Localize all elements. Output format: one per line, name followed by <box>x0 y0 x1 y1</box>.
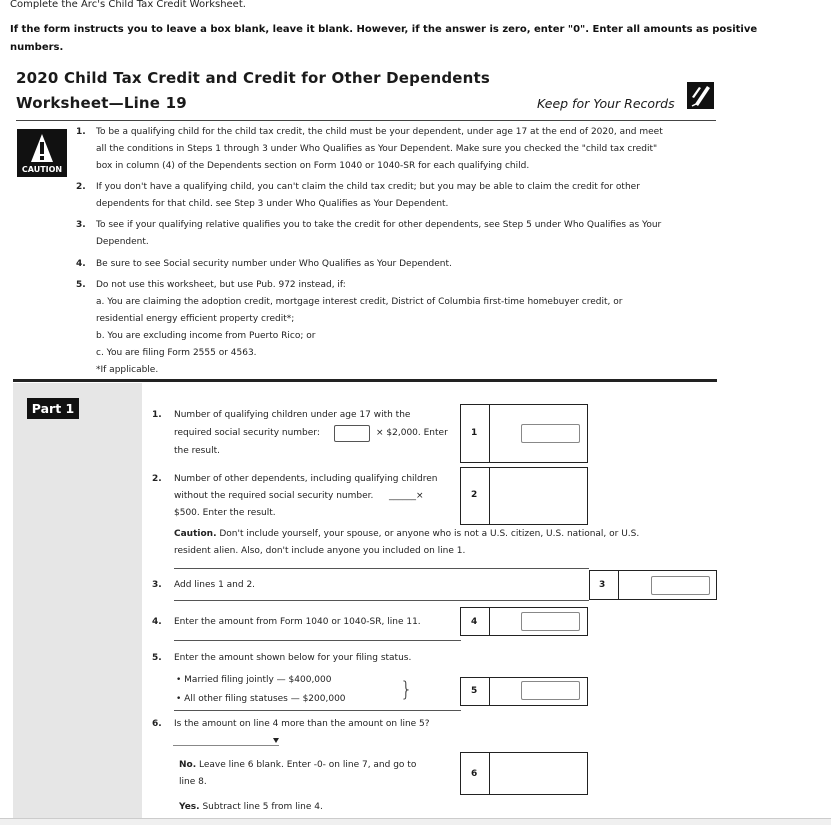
line-2-text-a: Number of other dependents, including qualifying children <box>174 474 438 484</box>
caution-line: To see if your qualifying relative qualifies you to take the credit for other dependents, see Step 5 under Who Qualifies as Your <box>96 220 662 230</box>
line-1-text-d: the result. <box>174 446 220 456</box>
caution-line: dependents for that child. see Step 3 under Who Qualifies as Your Dependent. <box>96 199 449 209</box>
caution-item-2-text <box>96 179 726 213</box>
line-1-text-b: required social security number: <box>174 428 320 438</box>
line-6-number: 6. <box>152 719 162 729</box>
worksheet-title: 2020 Child Tax Credit and Credit for Other Dependents <box>16 69 491 87</box>
line-6-box <box>460 752 588 795</box>
line-3-code: 3 <box>599 580 606 590</box>
chevron-down-icon <box>273 738 279 743</box>
line-6-no-b: line 8. <box>179 777 207 787</box>
caution-text-a: Caution. Don't include yourself, your spouse, or anyone who is not a U.S. citizen, U.S. national, or U.S. <box>174 529 640 539</box>
caution-line: a. You are claiming the adoption credit, mortgage interest credit, District of Columbia first-time homebuyer credit, or <box>96 297 623 307</box>
line-3-number: 3. <box>152 580 162 590</box>
section-divider <box>13 379 717 382</box>
line-2-box-divider <box>489 467 490 525</box>
line-5-code: 5 <box>471 686 478 696</box>
caution-line: *If applicable. <box>96 365 159 375</box>
line-4-box-divider <box>489 607 490 636</box>
worksheet-subtitle: Worksheet—Line 19 <box>16 94 187 112</box>
line-6-code: 6 <box>471 769 478 779</box>
bold-instruction: If the form instructs you to leave a box blank, leave it blank. However, if the answer is zero, enter "0". Enter all amounts as positive numbers. <box>10 24 758 53</box>
line-3-bottom-rule <box>174 600 589 601</box>
line-4-number: 4. <box>152 617 162 627</box>
caution-item-4 <box>76 256 86 273</box>
caution-icon <box>17 129 67 177</box>
top-instruction: Complete the Arc's Child Tax Credit Worksheet. <box>10 0 246 10</box>
caution-item-5-number: 5. <box>76 280 86 290</box>
line-1-amount-input[interactable] <box>521 424 580 443</box>
line-5-box-divider <box>489 677 490 706</box>
line-1-code: 1 <box>471 428 478 438</box>
line-5-brace: } <box>400 677 413 701</box>
line-5-number: 5. <box>152 653 162 663</box>
line-2-code: 2 <box>471 490 478 500</box>
line-6-text: Is the amount on line 4 more than the amount on line 5? <box>174 719 430 729</box>
caution-text-b: resident alien. Also, don't include anyone you included on line 1. <box>174 546 466 556</box>
line-3-amount-input[interactable] <box>651 576 710 595</box>
line-1-text-c: × $2,000. Enter <box>376 428 448 438</box>
caution-item-3 <box>76 217 86 234</box>
title-rule <box>16 120 716 121</box>
line-5-option-1: • Married filing jointly — $400,000 <box>176 675 332 685</box>
caution-item-4-text <box>96 256 726 273</box>
caution-item-1-number: 1. <box>76 127 86 137</box>
caution-line: Be sure to see Social security number under Who Qualifies as Your Dependent. <box>96 259 452 269</box>
caution-item-2-number: 2. <box>76 182 86 192</box>
caution-line: all the conditions in Steps 1 through 3 under Who Qualifies as Your Dependent. Make sure you checked the "child tax credit" <box>96 144 658 154</box>
line-4-code: 4 <box>471 617 478 627</box>
line-2-text-b: without the required social security number. <box>174 491 374 501</box>
line-5-text: Enter the amount shown below for your filing status. <box>174 653 412 663</box>
line-2-blank[interactable]: ______× <box>389 491 424 501</box>
caution-item-1 <box>76 124 86 141</box>
caution-line: To be a qualifying child for the child tax credit, the child must be your dependent, under age 17 at the end of 2020, and meet <box>96 127 663 137</box>
keep-for-records: Keep for Your Records <box>537 96 675 111</box>
caution-item-3-number: 3. <box>76 220 86 230</box>
line-1-text-a: Number of qualifying children under age 17 with the <box>174 410 411 420</box>
caution-item-4-number: 4. <box>76 259 86 269</box>
caution-item-3-text <box>96 217 726 251</box>
caution-item-5-text <box>96 277 726 379</box>
part-label: Part 1 <box>27 398 79 419</box>
caution-item-2 <box>76 179 86 196</box>
line-4-text: Enter the amount from Form 1040 or 1040-SR, line 11. <box>174 617 421 627</box>
caution-line: box in column (4) of the Dependents section on Form 1040 or 1040-SR for each qualifying child. <box>96 161 530 171</box>
line-4-bottom-rule <box>174 640 461 641</box>
caution-line: Do not use this worksheet, but use Pub. 972 instead, if: <box>96 280 346 290</box>
caution-line: Dependent. <box>96 237 149 247</box>
caution-line: If you don't have a qualifying child, you can't claim the child tax credit; but you may be able to claim the credit for other <box>96 182 640 192</box>
line-2-number: 2. <box>152 474 162 484</box>
line-6-yes: Yes. Subtract line 5 from line 4. <box>179 802 323 812</box>
line-2-text-c: $500. Enter the result. <box>174 508 276 518</box>
caution-label: CAUTION <box>21 165 63 174</box>
caution-line: c. You are filing Form 2555 or 4563. <box>96 348 257 358</box>
line-1-box-divider <box>489 404 490 463</box>
pen-icon <box>687 82 714 109</box>
line-2-box <box>460 467 588 525</box>
line-3-top-rule <box>174 568 589 569</box>
line-5-option-2: • All other filing statuses — $200,000 <box>176 694 346 704</box>
line-5-bottom-rule <box>174 710 461 711</box>
part-sidebar <box>13 383 142 824</box>
line-3-box-divider <box>618 570 619 600</box>
qualifying-children-count-input[interactable] <box>334 425 370 442</box>
line-5-amount-input[interactable] <box>521 681 580 700</box>
line-4-amount-input[interactable] <box>521 612 580 631</box>
line-3-text: Add lines 1 and 2. <box>174 580 256 590</box>
line-1-number: 1. <box>152 410 162 420</box>
line-6-no-a: No. Leave line 6 blank. Enter -0- on line 7, and go to <box>179 760 417 770</box>
line-6-dropdown[interactable] <box>173 735 279 746</box>
caution-line: residential energy efficient property credit*; <box>96 314 295 324</box>
caution-line: b. You are excluding income from Puerto Rico; or <box>96 331 316 341</box>
line-6-box-divider <box>489 752 490 795</box>
caution-item-1-text <box>96 124 726 175</box>
caution-item-5 <box>76 277 86 294</box>
